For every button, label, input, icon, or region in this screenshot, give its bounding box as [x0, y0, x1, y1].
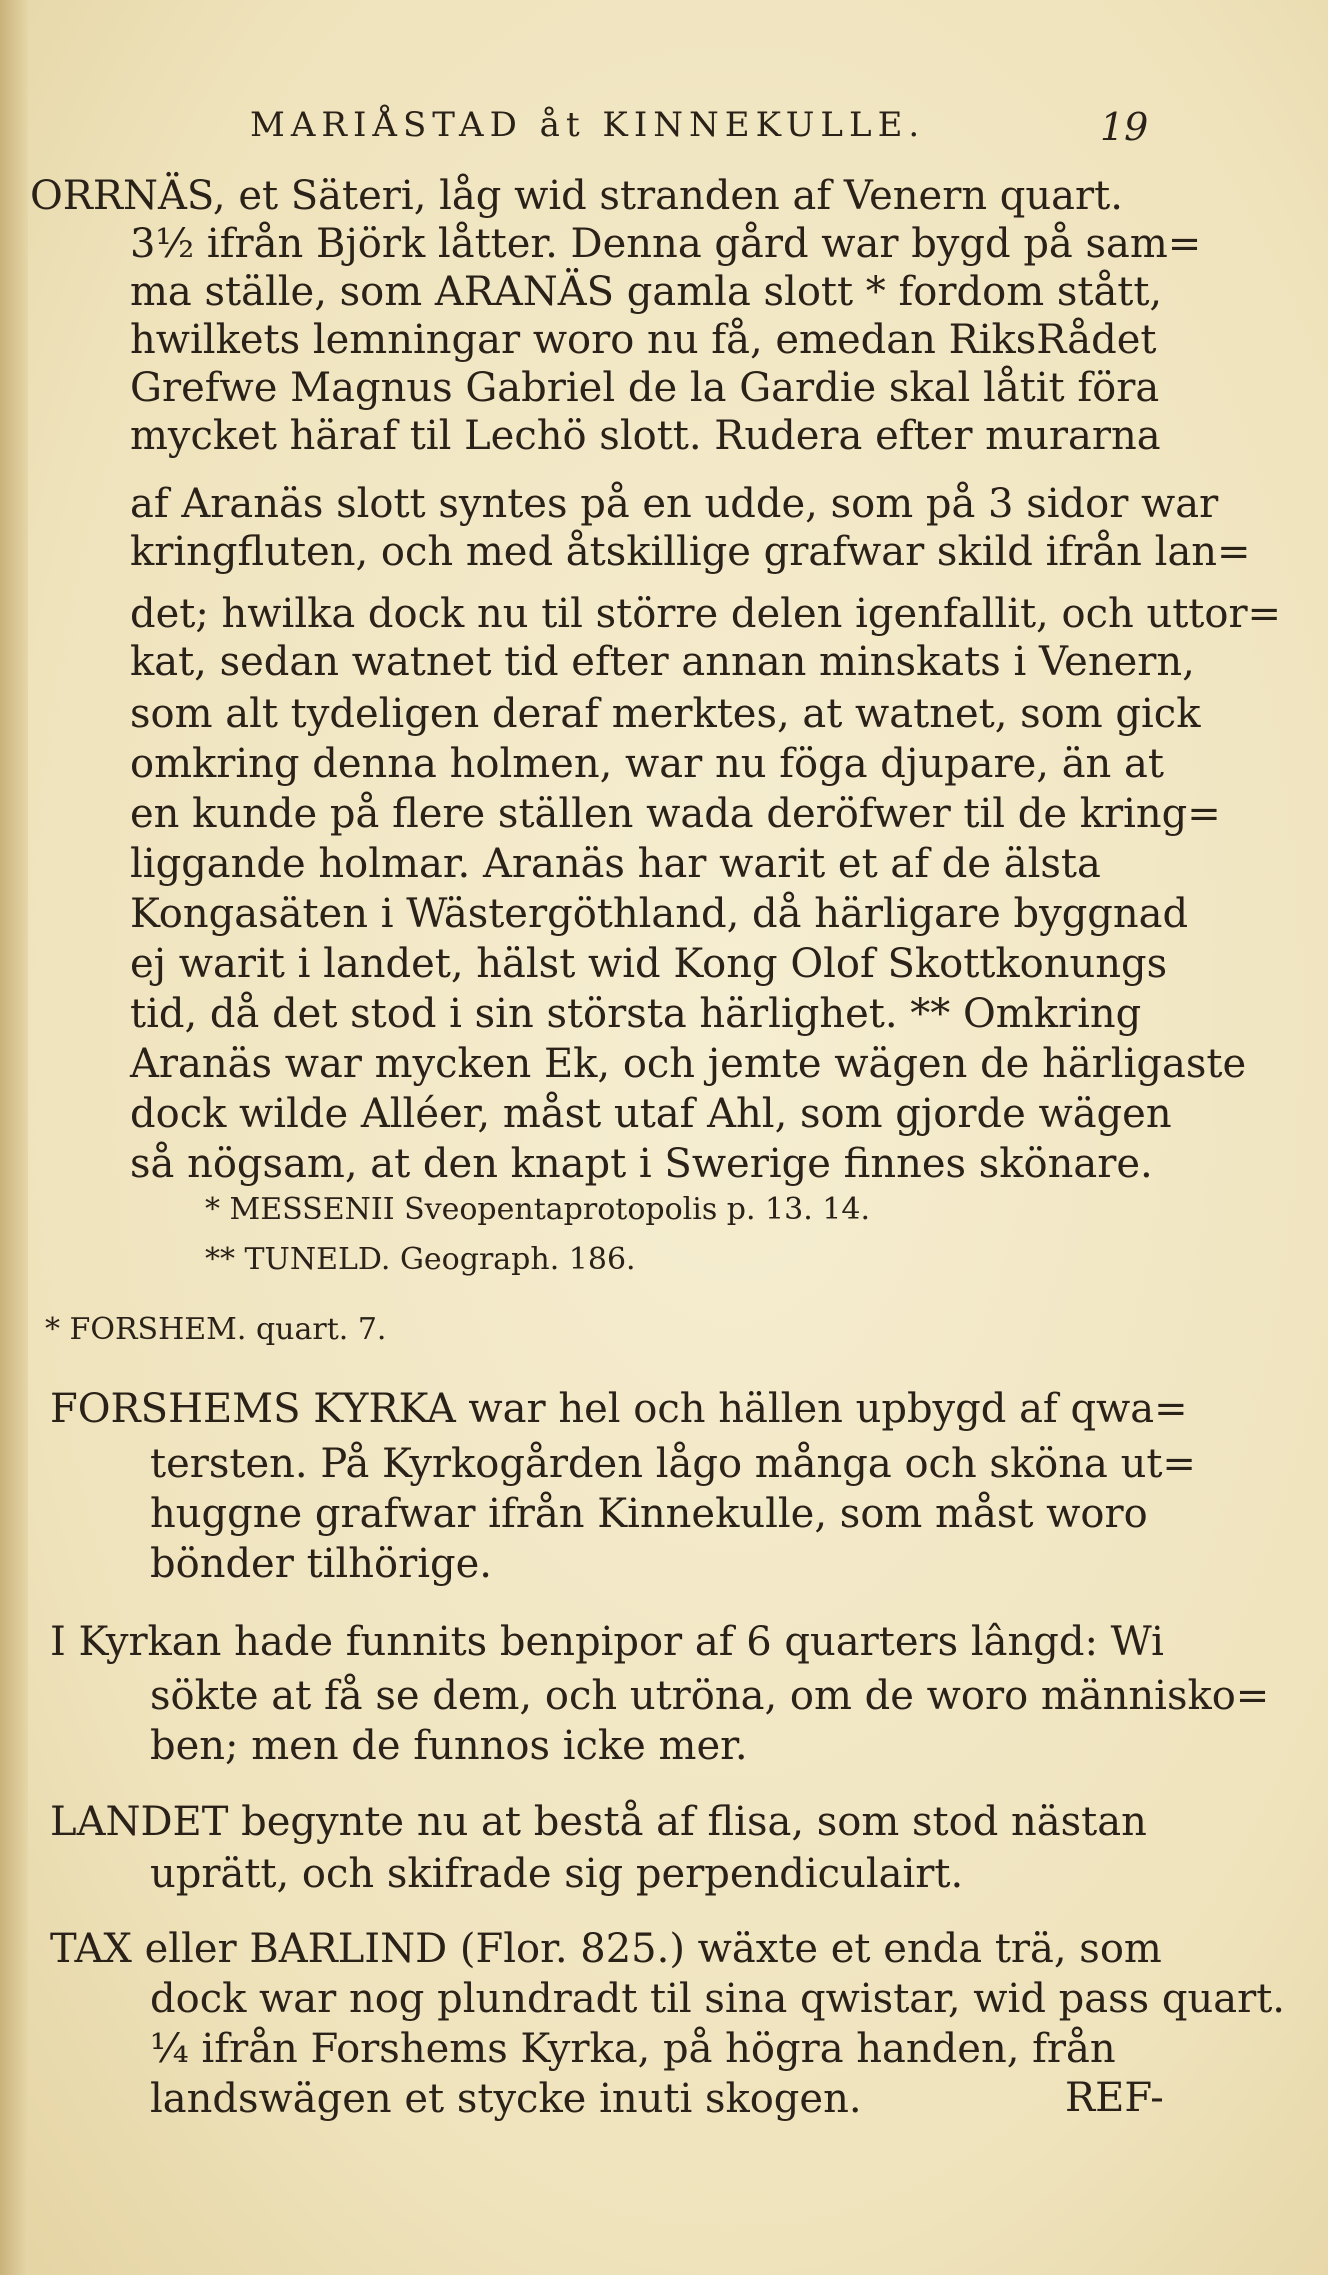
text-line: ej warit i landet, hälst wid Kong Olof Skottkonungs [130, 941, 1168, 987]
text-line: liggande holmar. Aranäs har warit et af de älsta [130, 841, 1101, 887]
text-line: Aranäs war mycken Ek, och jemte wägen de härligaste [130, 1041, 1247, 1087]
text-line: tersten. På Kyrkogården lågo många och sköna ut= [150, 1441, 1196, 1487]
text-line: en kunde på flere ställen wada deröfwer til de kring= [130, 791, 1221, 837]
text-line: bönder tilhörige. [150, 1541, 492, 1587]
text-line: LANDET begynte nu at bestå af flisa, som stod nästan [50, 1799, 1147, 1845]
text-line: dock war nog plundradt til sina qwistar, wid pass quart. [150, 1976, 1285, 2022]
text-line: Grefwe Magnus Gabriel de la Gardie skal låtit föra [130, 365, 1160, 411]
text-line: dock wilde Alléer, måst utaf Ahl, som gjorde wägen [130, 1091, 1172, 1137]
text-line: ben; men de funnos icke mer. [150, 1723, 748, 1769]
footnote: * MESSENII Sveopentaprotopolis p. 13. 14. [205, 1192, 870, 1227]
running-head: MARIÅSTAD åt KINNEKULLE. [250, 105, 926, 145]
text-line: omkring denna holmen, war nu föga djupare, än at [130, 741, 1164, 787]
text-line: så nögsam, at den knapt i Swerige finnes skönare. [130, 1141, 1153, 1187]
catchword: REF- [1065, 2075, 1164, 2121]
text-line: ma ställe, som ARANÄS gamla slott * fordom stått, [130, 269, 1163, 315]
text-line: huggne grafwar ifrån Kinnekulle, som måst woro [150, 1491, 1148, 1537]
page-gutter [0, 0, 28, 2275]
text-line: sökte at få se dem, och utröna, om de woro människo= [150, 1673, 1270, 1719]
text-line: af Aranäs slott syntes på en udde, som på 3 sidor war [130, 481, 1219, 527]
text-line: Kongasäten i Wästergöthland, då härligare byggnad [130, 891, 1189, 937]
text-line: det; hwilka dock nu til större delen igenfallit, och uttor= [130, 591, 1282, 637]
text-line: kat, sedan watnet tid efter annan minskats i Venern, [130, 639, 1195, 685]
text-line: kringfluten, och med åtskillige grafwar skild ifrån lan= [130, 529, 1251, 575]
text-line: landswägen et stycke inuti skogen. [150, 2076, 862, 2122]
text-line: I Kyrkan hade funnits benpipor af 6 quarters lângd: Wi [50, 1619, 1164, 1665]
page-number: 19 [1100, 105, 1149, 149]
text-line: ¼ ifrån Forshems Kyrka, på högra handen, från [150, 2026, 1116, 2072]
footnote: ** TUNELD. Geograph. 186. [205, 1242, 636, 1277]
text-line: mycket häraf til Lechö slott. Rudera efter murarna [130, 413, 1161, 459]
text-line: hwilkets lemningar woro nu få, emedan RiksRådet [130, 317, 1157, 363]
text-line: FORSHEMS KYRKA war hel och hällen upbygd af qwa= [50, 1386, 1188, 1432]
footnote: * FORSHEM. quart. 7. [45, 1312, 387, 1347]
text-line: som alt tydeligen deraf merktes, at watnet, som gick [130, 691, 1201, 737]
text-line: TAX eller BARLIND (Flor. 825.) wäxte et enda trä, som [50, 1926, 1162, 1972]
text-line: tid, då det stod i sin största härlighet. ** Omkring [130, 991, 1142, 1037]
text-line: 3½ ifrån Björk låtter. Denna gård war bygd på sam= [130, 221, 1202, 267]
text-line: ORRNÄS, et Säteri, låg wid stranden af Venern quart. [30, 173, 1123, 219]
text-line: uprätt, och skifrade sig perpendiculairt. [150, 1851, 964, 1897]
